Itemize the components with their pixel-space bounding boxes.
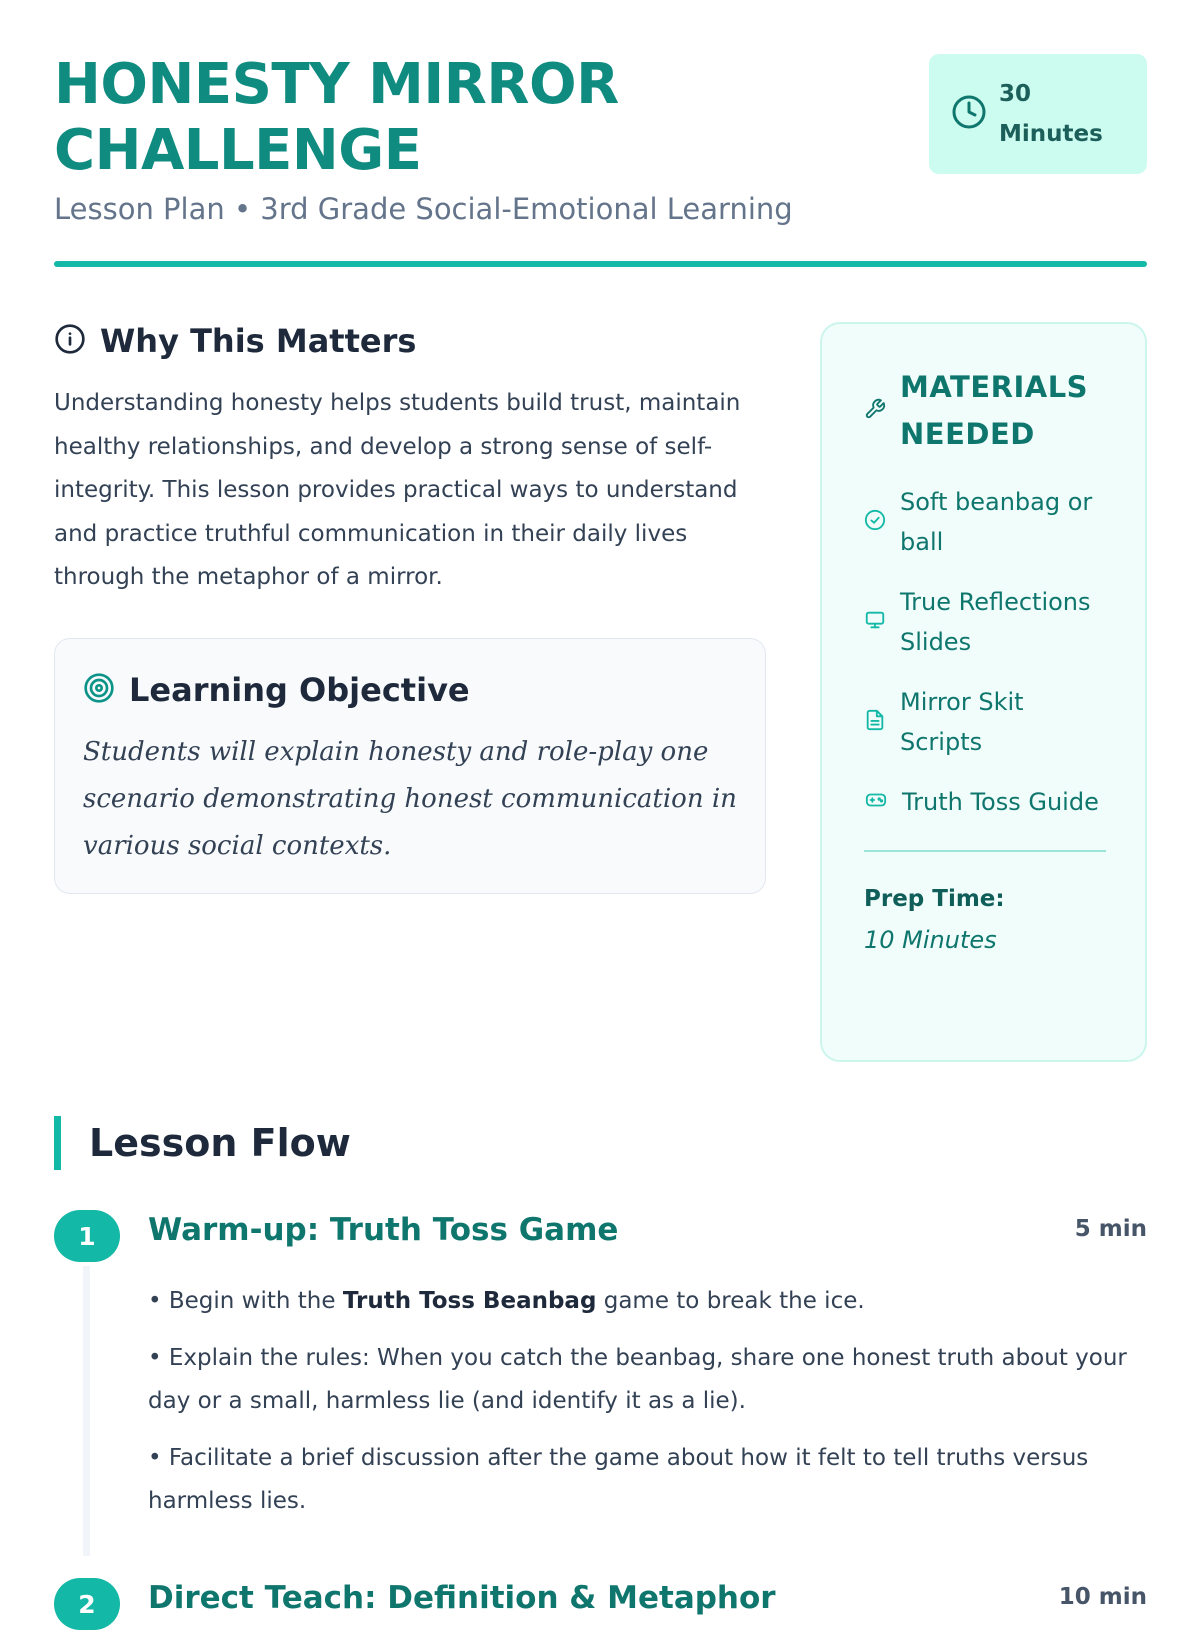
materials-title: MATERIALS NEEDED	[900, 370, 1089, 451]
why-title: Why This Matters	[100, 322, 417, 360]
lesson-header	[54, 52, 1147, 226]
why-body: Understanding honesty helps students build trust, maintain healthy relationships, and develop a strong sense of self-integrity. This lesson provides practical ways to understand and practice truthful communication in their daily lives through the metaphor of a mirror.	[54, 390, 741, 590]
material-label: Truth Toss Guide	[902, 788, 1099, 816]
page-subtitle: Lesson Plan • 3rd Grade Social-Emotional Learning	[54, 192, 793, 226]
monitor-icon	[864, 609, 886, 635]
step-duration: 5 min	[1074, 1216, 1147, 1242]
target-icon	[83, 672, 115, 708]
step-duration: 10 min	[1058, 1584, 1147, 1610]
list-item	[864, 682, 1103, 762]
clock-icon	[951, 94, 987, 134]
material-label: Soft beanbag or ball	[900, 488, 1093, 556]
duration-value: 30	[999, 81, 1032, 107]
info-icon	[54, 323, 86, 359]
step-title: Direct Teach: Definition & Metaphor	[148, 1580, 776, 1616]
objective-title: Learning Objective	[129, 671, 470, 709]
step-bullets	[148, 1280, 1138, 1537]
lesson-step	[54, 1210, 1147, 1550]
material-label: Mirror Skit Scripts	[900, 688, 1024, 756]
lesson-step	[54, 1578, 1147, 1638]
objective-body: Students will explain honesty and role-play one scenario demonstrating honest communication in various social contexts.	[83, 737, 737, 861]
document-icon	[864, 709, 886, 735]
lesson-flow-title: Lesson Flow	[89, 1121, 351, 1165]
materials-list	[864, 482, 1103, 822]
step-title: Warm-up: Truth Toss Game	[148, 1212, 619, 1248]
wrench-icon	[864, 398, 886, 424]
step-bullet: • Begin with the Truth Toss Beanbag game to break the ice.	[148, 1288, 865, 1314]
step-bullet: • Facilitate a brief discussion after the game about how it felt to tell truths versus harmless lies.	[148, 1444, 1089, 1514]
list-item	[864, 782, 1103, 822]
materials-panel	[820, 322, 1147, 1062]
duration-text	[999, 74, 1103, 154]
prep-time-value: 10 Minutes	[864, 926, 997, 954]
why-section	[54, 322, 766, 600]
lesson-flow-heading	[54, 1116, 351, 1170]
step-connector	[83, 1266, 90, 1556]
material-label: True Reflections Slides	[900, 588, 1091, 656]
list-item	[864, 482, 1103, 562]
list-item	[864, 582, 1103, 662]
step-bullet: • Explain the rules: When you catch the beanbag, share one honest truth about your day or a small, harmless lie (and identify it as a lie).	[148, 1344, 1127, 1414]
prep-time-label: Prep Time:	[864, 886, 1005, 912]
header-divider	[54, 261, 1147, 267]
step-number: 2	[54, 1578, 120, 1630]
materials-divider	[864, 850, 1106, 852]
gamepad-icon	[864, 789, 888, 815]
page-title: HONESTY MIRROR CHALLENGE	[54, 52, 619, 183]
duration-badge	[929, 54, 1147, 174]
duration-unit: Minutes	[999, 121, 1103, 147]
objective-card	[54, 638, 766, 894]
check-circle-icon	[864, 509, 886, 535]
step-number: 1	[54, 1210, 120, 1262]
